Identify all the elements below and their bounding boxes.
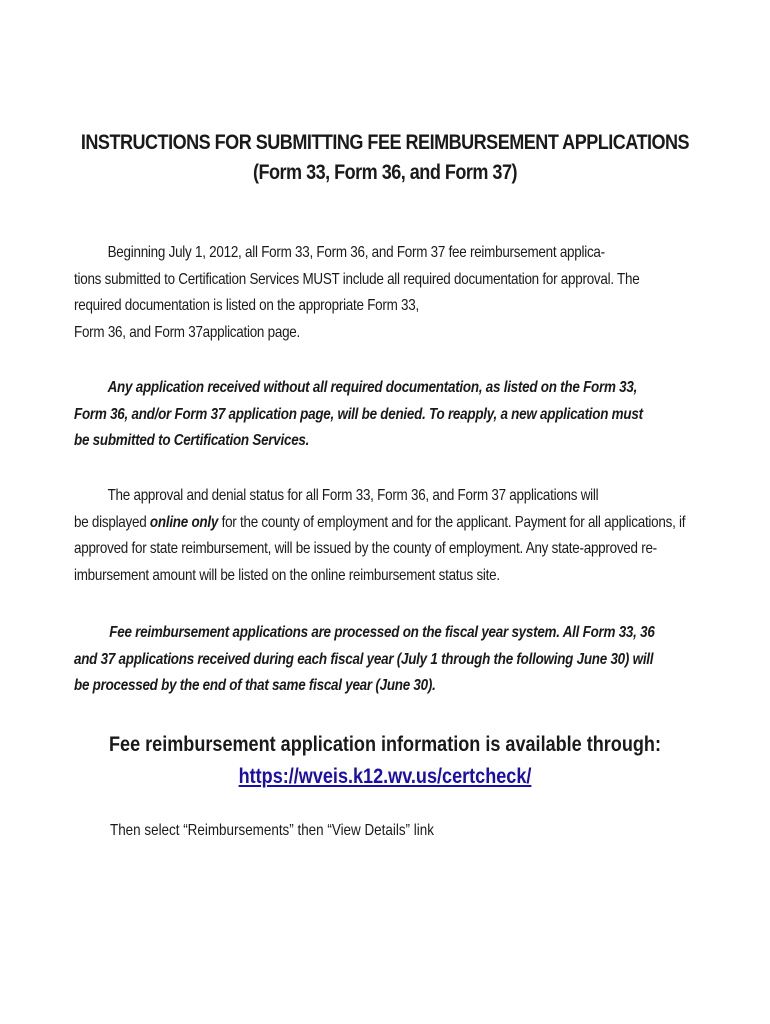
paragraph-line: imbursement amount will be listed on the online reimbursement status site. <box>74 566 500 584</box>
paragraph-denial-warning <box>74 375 662 455</box>
line-text: for the county of employment and for the applicant. Payment for all applications, if <box>218 513 686 531</box>
info-section <box>54 729 716 793</box>
paragraph-requirements <box>74 240 662 346</box>
page-title <box>54 128 716 188</box>
title-line-2: (Form 33, Form 36, and Form 37) <box>252 161 517 184</box>
paragraph-line: Form 36, and Form 37application page. <box>74 323 301 341</box>
paragraph-line <box>74 510 686 537</box>
paragraph-line: be processed by the end of that same fiscal year (June 30). <box>74 677 436 694</box>
paragraph-line: be submitted to Certification Services. <box>74 432 310 449</box>
paragraph-line: and 37 applications received during each fiscal year (July 1 through the following June 30) will <box>74 650 654 668</box>
line-text: be displayed <box>74 513 150 531</box>
paragraph-line: tions submitted to Certification Services MUST include all required documentation for approval. The <box>74 270 640 288</box>
paragraph-line: Beginning July 1, 2012, all Form 33, Form 36, and Form 37 fee reimbursement applica- <box>107 244 605 261</box>
certcheck-link[interactable]: https://wveis.k12.wv.us/certcheck/ <box>238 765 532 788</box>
paragraph-line: The approval and denial status for all Form 33, Form 36, and Form 37 applications will <box>107 487 599 504</box>
navigation-note: Then select “Reimbursements” then “View Details” link <box>110 822 434 839</box>
paragraph-line: Fee reimbursement applications are processed on the fiscal year system. All Form 33, 36 <box>109 624 655 641</box>
paragraph-line: required documentation is listed on the appropriate Form 33, <box>74 297 419 314</box>
paragraph-line: approved for state reimbursement, will be issued by the county of employment. Any state-approved re- <box>74 540 657 557</box>
paragraph-line: Any application received without all required documentation, as listed on the Form 33, <box>107 379 638 396</box>
paragraph-status-display <box>74 483 686 589</box>
title-line-1: INSTRUCTIONS FOR SUBMITTING FEE REIMBURSEMENT APPLICATIONS <box>80 131 690 154</box>
info-heading: Fee reimbursement application information is available through: <box>109 733 661 756</box>
paragraph-line: Form 36, and/or Form 37 application page, will be denied. To reapply, a new application must <box>74 405 643 423</box>
online-only-emphasis: online only <box>149 513 219 531</box>
paragraph-fiscal-year <box>74 620 662 700</box>
